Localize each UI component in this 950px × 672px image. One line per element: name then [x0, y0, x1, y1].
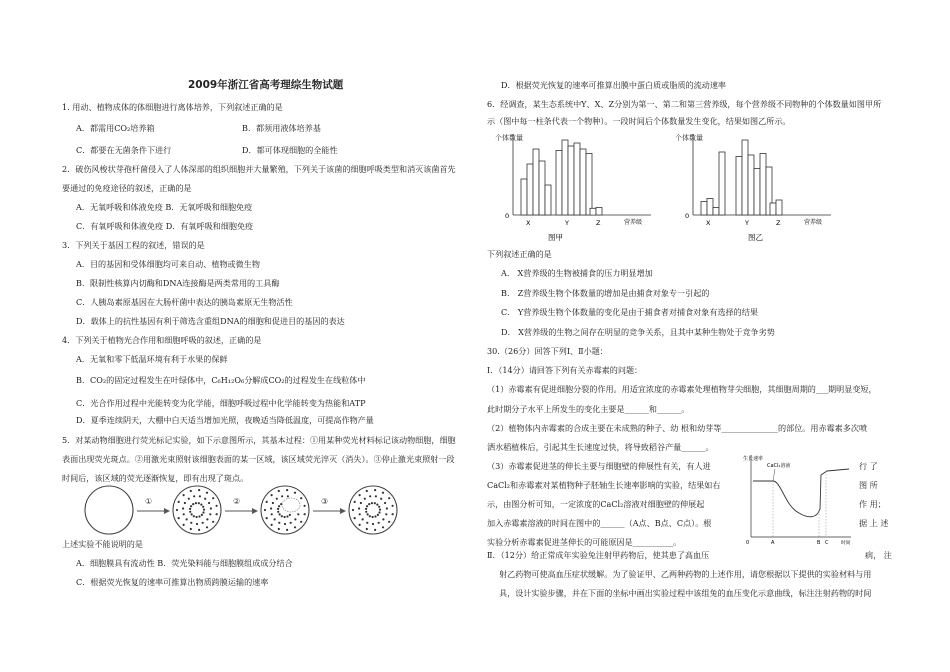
- fluorescent-spot: [367, 513, 369, 515]
- q4-option-a: A．无氧和零下低温环境有利于水果的保鲜: [76, 354, 228, 364]
- fluorescent-spot: [374, 489, 376, 491]
- q3-stem: 3．下列关于基因工程的叙述，错误的是: [62, 240, 205, 250]
- fluorescent-spot: [202, 511, 204, 513]
- fluorescent-spot: [206, 526, 208, 528]
- q5-option-c: C．根据荧光恢复的速率可推算出物质跨膜运输的速率: [76, 577, 269, 587]
- fluorescent-spot: [183, 524, 185, 526]
- fluorescent-spot: [190, 490, 192, 492]
- fluorescent-spot: [300, 497, 302, 499]
- fluorescent-spot: [190, 522, 192, 524]
- growth-rate-curve: [753, 469, 849, 517]
- graph-cacl2-pointer: [773, 469, 775, 481]
- q30-part2-line2: 射乙药物可使高血压症状缓解。为了验证甲、乙两种药物的上述作用，请您根据以下提供的实验材料与用: [499, 569, 872, 579]
- q30-part1-title: Ⅰ．（14分）请回答下列有关赤霉素的问题：: [487, 365, 643, 375]
- fluorescent-spot: [184, 502, 186, 504]
- fluorescent-spot: [271, 513, 273, 515]
- fluorescent-spot: [382, 492, 384, 494]
- q2-stem-line2: 要通过的免疫途径的叙述，正确的是: [62, 183, 192, 193]
- fluorescent-spot: [200, 504, 202, 506]
- bar-y-2: [742, 140, 748, 215]
- cell-labeled: [173, 486, 221, 534]
- bar-x-3: [713, 208, 719, 216]
- chart-yi-cat-y: Y: [745, 219, 749, 227]
- arrow-step2: [225, 497, 258, 514]
- q4-option-d: D．夏季连续阴天，大棚中白天适当增加光照，夜晚适当降低温度，可提高作物产量: [76, 415, 374, 425]
- q5-fluorescence-figure: [82, 483, 402, 538]
- bar-y-2: [562, 140, 568, 215]
- chart-yi-cat-x: X: [706, 219, 711, 227]
- fluorescent-spot: [199, 495, 201, 497]
- fluorescent-spot: [201, 514, 203, 516]
- chart-yi-xlabel: 营养级: [804, 219, 823, 226]
- fluorescent-spot: [369, 495, 371, 497]
- q30-s3-right4: 据 上 述: [859, 518, 889, 528]
- quenched-region: [282, 498, 300, 512]
- step1-label: ①: [145, 497, 153, 506]
- q2-option-cd: C．有氧呼吸和体液免疫 D．有氧呼吸和细胞免疫: [76, 221, 254, 231]
- fluorescent-spot: [286, 489, 288, 491]
- fluorescent-spot: [366, 528, 368, 530]
- fluorescent-spot: [392, 505, 394, 507]
- graph-point-c: C: [825, 540, 829, 546]
- fluorescent-spot: [362, 518, 364, 520]
- q5-option-ab: A．细胞膜具有流动性 B．荧光染料能与细胞膜组成成分结合: [76, 558, 293, 568]
- graph-origin: 0: [746, 540, 750, 546]
- q6-option-a: A． X营养级的生物被捕食的压力明显增加: [501, 268, 653, 278]
- fluorescent-spot: [371, 502, 373, 504]
- fluorescent-spot: [202, 522, 204, 524]
- q5-ask: 上述实验不能说明的是: [62, 539, 143, 549]
- fluorescent-spot: [216, 505, 218, 507]
- q3-option-c: C．人胰岛素原基因在大肠杆菌中表达的胰岛素原无生物活性: [76, 297, 293, 307]
- q30-s1-line2: 此时期分子水平上所发生的变化主要是______和______。: [487, 404, 690, 414]
- fluorescent-spot: [374, 515, 376, 517]
- q30-part2-line1: Ⅱ．（12分）给正常成年实验兔注射甲药物后，使其患了高血压: [487, 550, 710, 560]
- fluorescent-spot: [294, 526, 296, 528]
- chart-jia-bars: [521, 140, 602, 215]
- bar-x-1: [521, 179, 527, 215]
- q5-stem-line2: 表面出现荧光斑点。②用激光束照射该细胞表面的某一区域，该区域荧光淬灭（消失）。③停止激光束照射一段: [62, 454, 455, 464]
- fluorescent-spot: [278, 490, 280, 492]
- fluorescent-spot: [198, 502, 200, 504]
- fluorescent-spot: [190, 528, 192, 530]
- chart-jia-cat-z: Z: [596, 219, 601, 227]
- cell-quenched: [261, 486, 309, 534]
- q6-option-c: C． Y营养级生物个体数量的变化是由于捕食者对捕食对象有选择的结果: [501, 307, 758, 317]
- fluorescent-spot: [379, 509, 381, 511]
- fluorescent-spot: [212, 521, 214, 523]
- q30-s2-line1: （2）植物体内赤霉素的合成主要在未成熟的种子、幼 根和幼芽等______________的部位。用赤霉素多次喷: [487, 423, 868, 433]
- chart-yi-cat-z: Z: [776, 219, 781, 227]
- fluorescent-spot: [359, 494, 361, 496]
- fluorescent-spot: [176, 509, 178, 511]
- fluorescent-spot: [192, 503, 194, 505]
- chart-yi-ylabel: 个体数量: [675, 134, 703, 142]
- bar-y-1: [556, 151, 562, 216]
- fluorescent-spot: [372, 523, 374, 525]
- fluorescent-spot: [300, 521, 302, 523]
- fluorescent-spot: [375, 495, 377, 497]
- fluorescent-spot: [388, 521, 390, 523]
- q4-option-b: B．CO₂的固定过程发生在叶绿体中，C₆H₁₂O₆分解成CO₂的过程发生在线粒体中: [76, 375, 366, 385]
- fluorescent-spot: [195, 502, 197, 504]
- q1-option-a: A．都需用CO₂培养箱: [76, 123, 155, 133]
- fluorescent-spot: [365, 508, 367, 510]
- fluorescent-spot: [368, 503, 370, 505]
- graph-point-a: A: [771, 540, 775, 546]
- fluorescent-spot: [290, 522, 292, 524]
- fluorescent-spot: [366, 490, 368, 492]
- fluorescent-spot: [278, 522, 280, 524]
- q6-option-b: B． Z营养级生物个体数量的增加是由捕食对象专一引起的: [501, 288, 710, 298]
- fluorescent-spot: [284, 516, 286, 518]
- q6-ask: 下列叙述正确的是: [487, 249, 552, 259]
- fluorescent-spot: [216, 513, 218, 515]
- q30-heading: 30.（26分）回答下列Ⅰ、Ⅱ小题：: [487, 346, 608, 356]
- fluorescent-spot: [294, 518, 296, 520]
- q1-option-d: D．都可体现细胞的全能性: [242, 145, 338, 155]
- bar-y-5: [760, 154, 766, 216]
- fluorescent-spot: [382, 518, 384, 520]
- fluorescent-spot: [178, 517, 180, 519]
- q6-option-d: D． X营养级的生物之间存在明显的竞争关系，且其中某种生物处于竞争劣势: [501, 327, 775, 337]
- fluorescent-spot: [189, 511, 191, 513]
- fluorescent-spot: [378, 511, 380, 513]
- fluorescent-spot: [392, 513, 394, 515]
- fluorescent-spot: [198, 529, 200, 531]
- fluorescent-spot: [193, 515, 195, 517]
- fluorescent-spot: [382, 526, 384, 528]
- chart-jia-ylabel: 个体数量: [495, 134, 523, 142]
- fluorescent-spot: [196, 523, 198, 525]
- q1-option-c: C．都要在无菌条件下进行: [76, 145, 172, 155]
- graph-point-b: B: [817, 540, 821, 546]
- fluorescent-spot: [365, 511, 367, 513]
- bar-x-2: [527, 164, 533, 215]
- fluorescent-spot: [271, 524, 273, 526]
- q2-option-ab: A．无氧呼吸和体液免疫 B．无氧呼吸和细胞免疫: [76, 202, 253, 212]
- fluorescent-spot: [270, 507, 272, 509]
- fluorescent-spot: [278, 528, 280, 530]
- q6-stem-line1: 6．经调查，某生态系统中Y、X、Z分别为第一、第二和第三营养级，每个营养级不同物种的个体数量如图甲所: [487, 99, 882, 109]
- fluorescent-spot: [206, 492, 208, 494]
- cell-recovered: [349, 486, 397, 534]
- fluorescent-spot: [276, 498, 278, 500]
- bar-x-4: [719, 152, 725, 215]
- q3-option-a: A．目的基因和受体细胞均可来自动、植物或微生物: [76, 259, 260, 269]
- bar-x-4: [539, 161, 545, 215]
- q30-s3-line4: 加入赤霉素溶液的时间在图中的______（A点、B点、C点）。根: [487, 518, 712, 528]
- fluorescent-spot: [366, 522, 368, 524]
- fluorescent-spot: [183, 513, 185, 515]
- bar-y-3: [568, 146, 574, 215]
- fluorescent-spot: [196, 516, 198, 518]
- q6-stem-line2: 示（图中每一柱条代表一个物种）。一段时间后个体数量发生变化，结果如图乙所示。: [487, 116, 791, 126]
- fluorescent-spot: [203, 509, 205, 511]
- fluorescent-spot: [378, 506, 380, 508]
- q30-s3-right1: 行 了: [859, 461, 878, 471]
- bar-x-5: [545, 185, 551, 215]
- chart-jia-origin: 0: [505, 212, 510, 220]
- fluorescent-spot: [286, 515, 288, 517]
- bar-y-6: [586, 154, 592, 216]
- page-title: 2009年浙江省高考理综生物试题: [188, 79, 344, 91]
- fluorescent-spot: [358, 507, 360, 509]
- fluorescent-spot: [359, 524, 361, 526]
- bar-y-5: [580, 149, 586, 215]
- q5-option-d: D．根据荧光恢复的速率可推算出膜中蛋白质或脂质的流动速率: [501, 80, 727, 90]
- fluorescent-spot: [210, 507, 212, 509]
- bar-y-4: [754, 169, 760, 216]
- q3-option-b: B．限制性核算内切酶和DNA连接酶是两类常用的工具酶: [76, 278, 280, 288]
- q1-option-b: B．都须用液体培养基: [242, 123, 321, 133]
- fluorescent-spot: [287, 495, 289, 497]
- fluorescent-spot: [372, 516, 374, 518]
- bar-z-2: [596, 208, 602, 216]
- chart-jia-cat-y: Y: [565, 219, 569, 227]
- fluorescent-spot: [208, 502, 210, 504]
- chart-jia: [493, 130, 653, 242]
- fluorescent-spot: [354, 501, 356, 503]
- fluorescent-spot: [378, 522, 380, 524]
- fluorescent-spot: [198, 515, 200, 517]
- q30-s3-line3: 示，由图分析可知，一定浓度的CaCl₂溶液对细胞壁的伸展起: [487, 499, 705, 509]
- fluorescent-spot: [190, 505, 192, 507]
- fluorescent-spot: [352, 509, 354, 511]
- chart-yi-bars: [701, 140, 782, 215]
- fluorescent-spot: [280, 503, 282, 505]
- fluorescent-spot: [264, 509, 266, 511]
- bar-z-2: [776, 200, 782, 215]
- fluorescent-spot: [386, 507, 388, 509]
- fluorescent-spot: [359, 513, 361, 515]
- bar-y-1: [736, 157, 742, 216]
- chart-yi: [673, 130, 833, 242]
- q30-s3-line2: CaCl₂和赤霉素对某植物种子胚轴生长速率影响的实验，结果如右: [487, 480, 721, 490]
- q30-part2-line1-right: 病， 注: [865, 550, 892, 560]
- fluorescent-spot: [182, 507, 184, 509]
- chart-jia-xlabel: 营养级: [624, 219, 643, 226]
- fluorescent-spot: [354, 517, 356, 519]
- q4-stem: 4．下列关于植物光合作用和细胞呼吸的叙述，正确的是: [62, 335, 262, 345]
- arrow-step3: [313, 497, 346, 514]
- graph-ylabel: 生长速率: [743, 456, 764, 462]
- q30-s3-line1: （3）赤霉素促进茎的伸长主要与细胞壁的伸展性有关，有人进: [487, 461, 711, 471]
- fluorescent-spot: [281, 495, 283, 497]
- fluorescent-spot: [193, 495, 195, 497]
- fluorescent-spot: [186, 518, 188, 520]
- fluorescent-spot: [366, 505, 368, 507]
- graph-cacl2-label: CaCl₂溶液: [767, 463, 791, 469]
- q4-option-c: C．光合作用过程中光能转变为化学能，细胞呼吸过程中化学能转变为热能和ATP: [76, 398, 366, 408]
- fluorescent-spot: [191, 513, 193, 515]
- q30-s3-line5: 实验分析赤霉素促进茎伸长的可能原因是__________。: [487, 537, 682, 547]
- fluorescent-spot: [294, 492, 296, 494]
- q30-s1-line1: （1）赤霉素有促进细胞分裂的作用。用适宜浓度的赤霉素处理植物芽尖细胞，其细胞周期的___期明显变短，: [487, 384, 877, 394]
- fluorescent-spot: [374, 502, 376, 504]
- fluorescent-spot: [297, 513, 299, 515]
- fluorescent-spot: [281, 515, 283, 517]
- fluorescent-spot: [202, 506, 204, 508]
- chart-yi-origin: 0: [685, 212, 690, 220]
- fluorescent-spot: [183, 494, 185, 496]
- fluorescent-spot: [304, 513, 306, 515]
- chart-jia-caption: 图甲: [548, 233, 563, 242]
- fluorescent-spot: [277, 508, 279, 510]
- bar-x-3: [533, 149, 539, 215]
- graph-xlabel: 时间: [841, 541, 851, 546]
- step3-label: ③: [321, 497, 329, 506]
- fluorescent-spot: [278, 505, 280, 507]
- bar-z-1: [770, 203, 776, 215]
- q3-option-d: D．载体上的抗性基因有利于筛选含重组DNA的细胞和促进目的基因的表达: [76, 316, 345, 326]
- fluorescent-spot: [188, 498, 190, 500]
- fluorescent-spot: [198, 489, 200, 491]
- q1-stem: 1. 用动、植物成体的体细胞进行离体培养，下列叙述正确的是: [62, 102, 283, 112]
- fluorescent-spot: [286, 529, 288, 531]
- fluorescent-spot: [204, 498, 206, 500]
- fluorescent-spot: [380, 498, 382, 500]
- bar-y-4: [574, 143, 580, 215]
- fluorescent-spot: [284, 523, 286, 525]
- bar-z-1: [590, 208, 596, 215]
- fluorescent-spot: [266, 517, 268, 519]
- q30-s2-line2: 洒水稻植株后，引起其生长速度过快，将导致稻谷产量______。: [487, 442, 714, 452]
- growth-rate-graph: [741, 451, 853, 547]
- chart-yi-caption: 图乙: [748, 233, 763, 242]
- fluorescent-spot: [374, 529, 376, 531]
- fluorescent-spot: [274, 518, 276, 520]
- fluorescent-spot: [304, 505, 306, 507]
- q2-stem-line1: 2．破伤风梭状芽孢杆菌侵入了人体深部的组织细胞并大量繁殖，下列关于该菌的细胞呼吸类型和消灭该菌首先: [62, 164, 456, 174]
- fluorescent-spot: [369, 515, 371, 517]
- fluorescent-spot: [178, 501, 180, 503]
- cell-unlabeled: [85, 486, 133, 534]
- fluorescent-spot: [388, 497, 390, 499]
- bar-x-1: [701, 202, 707, 216]
- fluorescent-spot: [271, 494, 273, 496]
- fluorescent-spot: [385, 513, 387, 515]
- fluorescent-spot: [279, 513, 281, 515]
- fluorescent-spot: [377, 514, 379, 516]
- arrow-step1: [137, 497, 170, 514]
- fluorescent-spot: [289, 514, 291, 516]
- q30-s3-right3: 作 用；: [859, 499, 886, 509]
- q30-part2-line3: 具，设计实验步骤，并在下面的坐标中画出实验过程中该组兔的血压变化示意曲线，标注注射药物的时间: [499, 588, 872, 598]
- step2-label: ②: [233, 497, 241, 506]
- fluorescent-spot: [209, 513, 211, 515]
- fluorescent-spot: [376, 504, 378, 506]
- bar-y-3: [748, 155, 754, 215]
- fluorescent-spot: [384, 502, 386, 504]
- q5-stem-line3: 时间后，该区域的荧光逐渐恢复，即有出现了斑点。: [62, 473, 249, 483]
- fluorescent-spot: [189, 508, 191, 510]
- fluorescent-spot: [206, 518, 208, 520]
- fluorescent-spot: [272, 502, 274, 504]
- chart-jia-cat-x: X: [526, 219, 531, 227]
- q5-stem-line1: 5．对某动物细胞进行荧光标记实验，如下示意图所示，其基本过程：①用某种荧光材料标记该动物细胞，细胞: [62, 435, 456, 445]
- fluorescent-spot: [360, 502, 362, 504]
- fluorescent-spot: [277, 511, 279, 513]
- q30-s3-right2: 图 所: [859, 480, 878, 490]
- bar-x-2: [707, 199, 713, 216]
- fluorescent-spot: [212, 497, 214, 499]
- fluorescent-spot: [266, 501, 268, 503]
- fluorescent-spot: [364, 498, 366, 500]
